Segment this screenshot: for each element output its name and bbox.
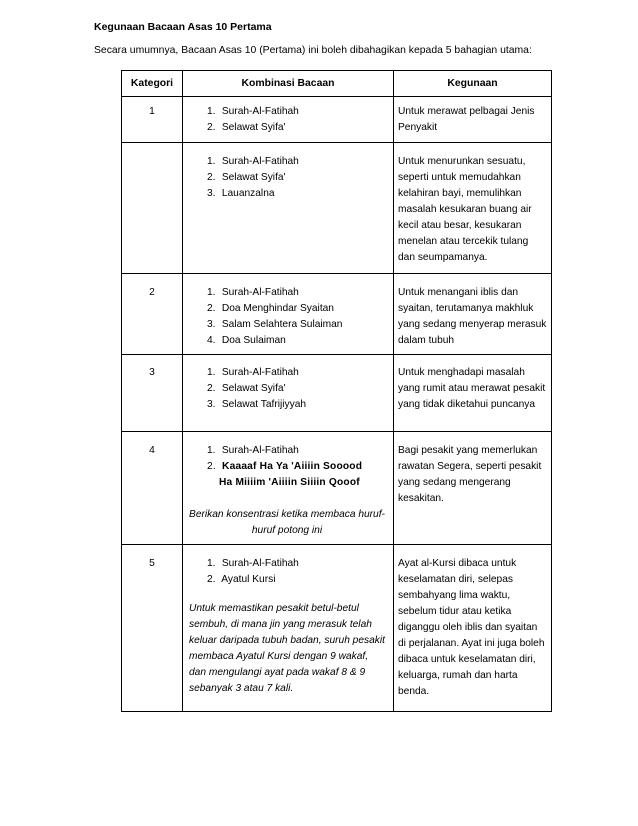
list-item: 1. Surah-Al-Fatihah xyxy=(207,558,299,569)
category-cell: 3 xyxy=(122,355,183,432)
recitation-list xyxy=(189,154,389,202)
recitation-line-continued: Ha Miiiim 'Aiiiin Siiiin Qooof xyxy=(219,477,360,488)
combination-cell xyxy=(183,97,394,143)
category-cell: 4 xyxy=(122,432,183,545)
usage-cell: Untuk merawat pelbagai Jenis Penyakit xyxy=(394,97,552,143)
header-kategori: Kategori xyxy=(122,71,183,97)
intro-paragraph: Secara umumnya, Bacaan Asas 10 (Pertama) ini boleh dibahagikan kepada 5 bahagian utama: xyxy=(94,45,532,56)
table-row xyxy=(122,432,552,545)
usage-cell: Untuk menghadapi masalah yang rumit atau merawat pesakit yang tidak diketahui puncanya xyxy=(394,355,552,432)
recitation-note: Berikan konsentrasi ketika membaca huruf-huruf potong ini xyxy=(189,509,385,536)
list-item: 1. Surah-Al-Fatihah xyxy=(207,156,299,167)
category-cell: 1 xyxy=(122,97,183,143)
header-kegunaan: Kegunaan xyxy=(394,71,552,97)
table-row xyxy=(122,97,552,143)
table-row xyxy=(122,545,552,712)
list-item: 2. Selawat Syifa' xyxy=(207,383,286,394)
list-item: 2. Selawat Syifa' xyxy=(207,172,286,183)
list-item: 2. Ayatul Kursi xyxy=(207,574,276,585)
list-item: 3. Selawat Tafrijiyyah xyxy=(207,399,307,410)
list-item: 1. Surah-Al-Fatihah xyxy=(207,367,299,378)
combination-cell xyxy=(183,274,394,355)
recitation-list xyxy=(189,365,389,413)
table-row xyxy=(122,274,552,355)
list-item: 3. Lauanzalna xyxy=(207,188,275,199)
category-cell: 2 xyxy=(122,274,183,355)
list-item: 1. Surah-Al-Fatihah xyxy=(207,445,299,456)
recitation-list xyxy=(189,556,389,588)
combination-cell xyxy=(183,355,394,432)
list-item: 4. Doa Sulaiman xyxy=(207,335,286,346)
usage-cell: Ayat al-Kursi dibaca untuk keselamatan diri, selepas sembahyang lima waktu, sebelum tidur atau ketika diganggu oleh iblis dan syaitan di perjalanan. Ayat ini juga boleh dibaca untuk keselamatan diri, keluarga, rumah dan harta benda. xyxy=(394,545,552,712)
list-item: 1. Surah-Al-Fatihah xyxy=(207,287,299,298)
usage-table xyxy=(121,70,552,712)
recitation-note: Untuk memastikan pesakit betul-betul sembuh, di mana jin yang merasuk telah keluar daripada tubuh badan, suruh pesakit membaca Ayatul Kursi dengan 9 wakaf, dan mengulangi ayat pada wakaf 8 & 9 sebanyak 3 atau 7 kali. xyxy=(189,603,385,694)
document-title: Kegunaan Bacaan Asas 10 Pertama xyxy=(94,21,272,33)
category-cell: 5 xyxy=(122,545,183,712)
table-row xyxy=(122,143,552,274)
recitation-list xyxy=(189,104,389,136)
usage-cell: Untuk menurunkan sesuatu, seperti untuk memudahkan kelahiran bayi, memulihkan masalah kesukaran buang air kecil atau besar, kesukaran menelan atau tercekik tulang dan seumpamanya. xyxy=(394,143,552,274)
list-item: 2. Kaaaaf Ha Ya 'Aiiiin Sooood xyxy=(207,461,363,472)
list-item: 1. Surah-Al-Fatihah xyxy=(207,106,299,117)
header-kombinasi-bacaan: Kombinasi Bacaan xyxy=(183,71,394,97)
combination-cell xyxy=(183,545,394,712)
table-row xyxy=(122,355,552,432)
combination-cell xyxy=(183,143,394,274)
table-header-row xyxy=(122,71,552,97)
category-cell xyxy=(122,143,183,274)
recitation-list xyxy=(189,285,389,349)
list-item: 2. Selawat Syifa' xyxy=(207,122,286,133)
list-item: 2. Doa Menghindar Syaitan xyxy=(207,303,334,314)
usage-cell: Untuk menangani iblis dan syaitan, terutamanya makhluk yang sedang menyerap merasuk dalam tubuh xyxy=(394,274,552,355)
recitation-list xyxy=(189,443,389,475)
list-item: 3. Salam Selahtera Sulaiman xyxy=(207,319,343,330)
usage-cell: Bagi pesakit yang memerlukan rawatan Segera, seperti pesakit yang sedang mengerang kesakitan. xyxy=(394,432,552,545)
combination-cell xyxy=(183,432,394,545)
